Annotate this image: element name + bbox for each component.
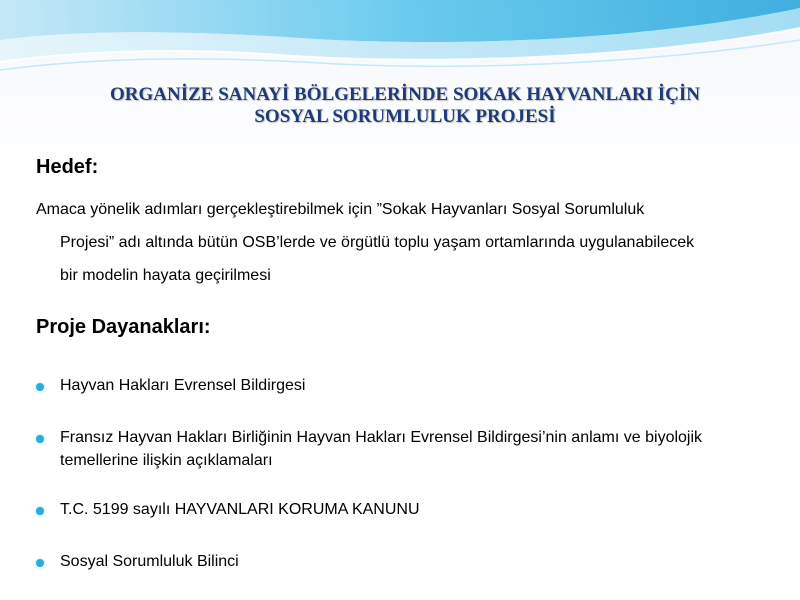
goal-heading: Hedef: [36, 156, 99, 178]
goal-line-1: Amaca yönelik adımları gerçekleştirebilmek için ”Sokak Hayvanları Sosyal Sorumluluk [36, 201, 645, 218]
list-item-text: T.C. 5199 sayılı HAYVANLARI KORUMA KANUNU [60, 501, 420, 518]
list-item [36, 498, 760, 521]
slide-title-line-1: ORGANİZE SANAYİ BÖLGELERİNDE SOKAK HAYVANLARI İÇİN [109, 84, 701, 105]
slide-title-line-2: SOSYAL SORUMLULUK PROJESİ [254, 106, 556, 127]
bullet-icon [36, 559, 44, 567]
list-item-text: Hayvan Hakları Evrensel Bildirgesi [60, 377, 306, 394]
slide-title [60, 84, 750, 128]
basis-heading: Proje Dayanakları: [36, 316, 211, 338]
goal-line-2: Projesi” adı altında bütün OSB’lerde ve örgütlü toplu yaşam ortamlarında uygulanabilecek [60, 234, 695, 251]
header-wave-decoration [0, 0, 800, 90]
bullet-icon [36, 507, 44, 515]
bullet-icon [36, 435, 44, 443]
list-item-text: Fransız Hayvan Hakları Birliğinin Hayvan Hakları Evrensel Bildirgesi’nin anlamı ve biyolojik temellerine ilişkin açıklamaları [60, 429, 703, 469]
bullet-icon [36, 383, 44, 391]
goal-paragraph [36, 193, 776, 292]
goal-line-3: bir modelin hayata geçirilmesi [60, 267, 271, 284]
list-item [36, 550, 760, 573]
list-item [36, 374, 760, 397]
list-item [36, 426, 760, 472]
list-item-text: Sosyal Sorumluluk Bilinci [60, 553, 239, 570]
